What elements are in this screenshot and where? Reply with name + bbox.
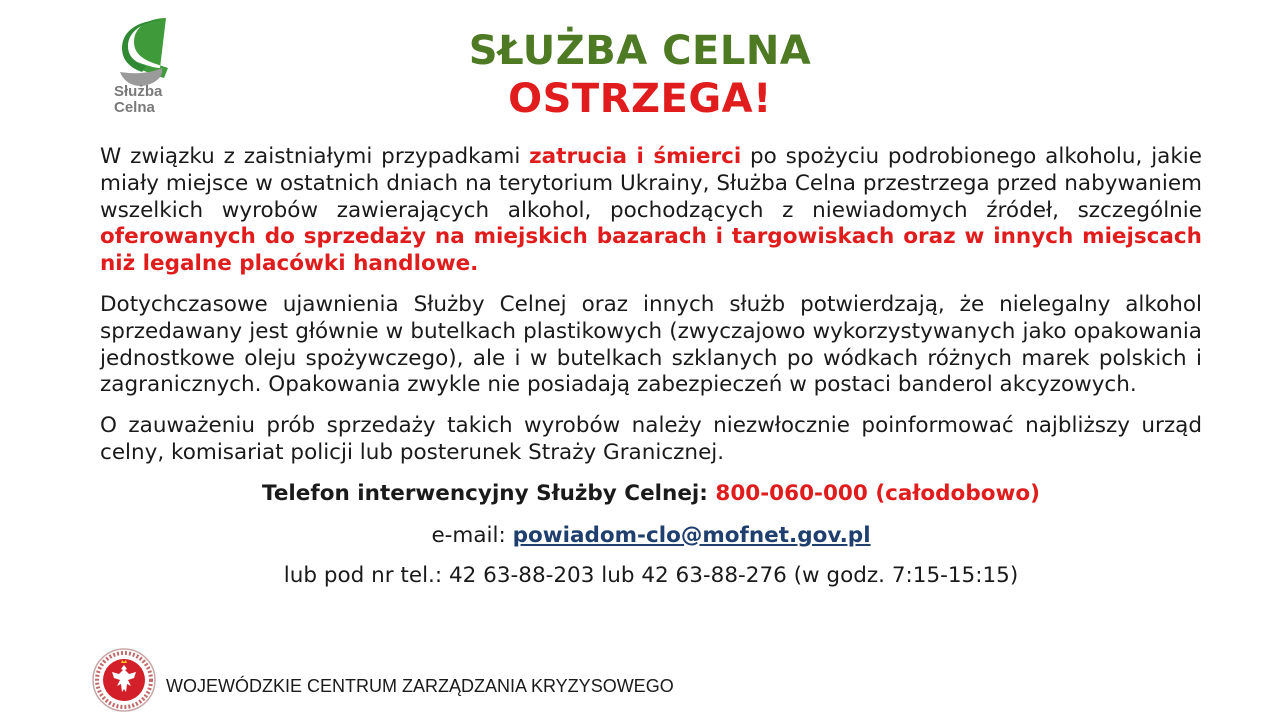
paragraph-report: O zauważeniu prób sprzedaży takich wyrobów należy niezwłocznie poinformować najbliższy urząd celny, komisariat policji lub posterunek Straży Granicznej.	[100, 413, 1202, 465]
logo-text-line2: Celna	[114, 99, 155, 116]
paragraph-findings: Dotychczasowe ujawnienia Służby Celnej oraz innych służb potwierdzają, że nielegalny alkohol sprzedawany jest głównie w butelkach plastikowych (zwyczajowo wykorzystywanych jako opakowania jednostkowe oleju spożywczego), ale i w butelkach szklanych po wódkach różnych marek polskich i zagranicznych. Opakowania zwykle nie posiadają zabezpieczeń w postaci banderol akcyzowych.	[100, 291, 1202, 398]
paragraph-text: po spożyciu podrobionego alkoholu, jakie miały miejsce w ostatnich dniach na terytorium Ukrainy, Służba Celna przestrzega przed nabywaniem wszelkich wyrobów zawierających alkohol, pochodzących z niewiadomych źródeł, szczególnie	[100, 144, 1203, 223]
hotline-number[interactable]: 800-060-000 (całodobowo)	[715, 480, 1040, 506]
warning-content	[100, 144, 1202, 590]
paragraph-text: W związku z zaistniałymi przypadkami	[100, 144, 530, 169]
hotline-label: Telefon interwencyjny Służby Celnej:	[262, 480, 716, 506]
email-label: e-mail:	[431, 522, 513, 548]
paragraph-warning	[100, 144, 1202, 278]
logo-text-line1: Służba	[114, 83, 163, 100]
page-subtitle: OSTRZEGA!	[508, 76, 772, 122]
page-title: SŁUŻBA CELNA	[468, 28, 812, 74]
eagle-emblem-icon	[92, 648, 156, 712]
highlight-text: zatrucia i śmierci	[529, 144, 742, 169]
email-link[interactable]: powiadom-clo@mofnet.gov.pl	[512, 522, 871, 548]
hotline-line	[100, 481, 1202, 508]
highlight-text: oferowanych do sprzedaży na miejskich bazarach i targowiskach oraz w innych miejscach niż legalne placówki handlowe.	[100, 224, 1202, 277]
email-line	[100, 523, 1202, 550]
footer-org-name: WOJEWÓDZKIE CENTRUM ZARZĄDZANIA KRYZYSOWEGO	[166, 676, 674, 696]
alt-phone-line: lub pod nr tel.: 42 63-88-203 lub 42 63-88-276 (w godz. 7:15-15:15)	[283, 563, 1019, 589]
